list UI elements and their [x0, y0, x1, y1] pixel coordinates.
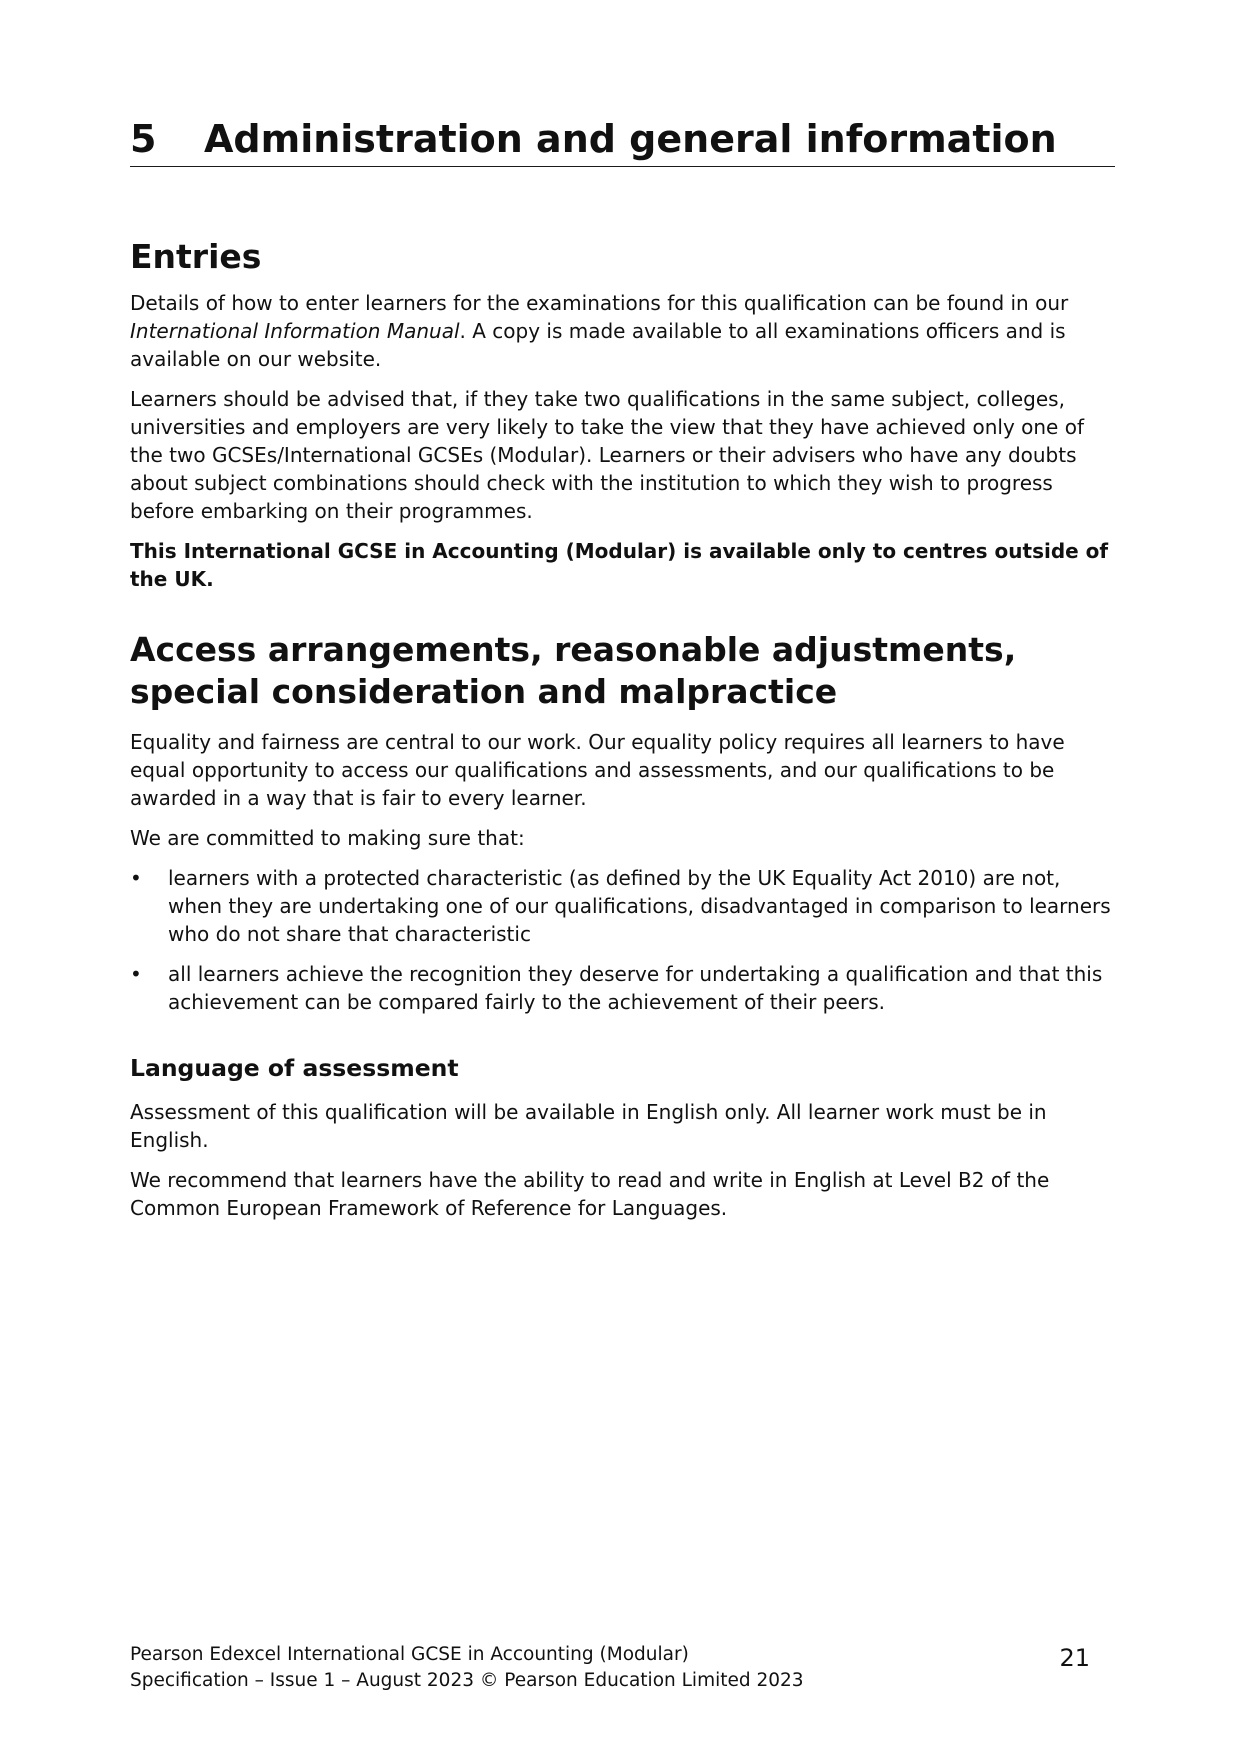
list-item-text: all learners achieve the recognition they deserve for undertaking a qualification and that this achievement can be compared fairly to the achievement of their peers. — [168, 961, 1103, 1014]
footer-line-2: Specification – Issue 1 – August 2023 © Pearson Education Limited 2023 — [130, 1670, 804, 1691]
access-paragraph-1: Equality and fairness are central to our work. Our equality policy requires all learners to have equal opportunity to access our qualifications and assessments, and our qualifications to be awarded in a way that is fair to every learner. — [130, 729, 1065, 810]
entries-paragraph-1-end: . A copy is made available to all examinations officers and is available on our website. — [130, 319, 1066, 372]
chapter-number: 5 — [130, 117, 157, 161]
list-item — [130, 864, 1115, 948]
list-item — [130, 960, 1115, 1016]
availability-note: This International GCSE in Accounting (Modular) is available only to centres outside of the UK. — [130, 539, 1109, 592]
footer — [130, 1642, 804, 1694]
document-page — [130, 0, 1115, 1754]
page-content — [130, 236, 1115, 1234]
entries-heading: Entries — [130, 237, 262, 276]
footer-line-1: Pearson Edexcel International GCSE in Accounting (Modular) — [130, 1644, 689, 1665]
bullet-icon: • — [130, 961, 142, 986]
bullet-icon: • — [130, 865, 142, 890]
access-heading: Access arrangements, reasonable adjustments, special consideration and malpractice — [130, 630, 1017, 711]
language-paragraph-1: Assessment of this qualification will be available in English only. All learner work must be in English. — [130, 1099, 1047, 1152]
list-item-text: learners with a protected characteristic (as defined by the UK Equality Act 2010) are not, when they are undertaking one of our qualifications, disadvantaged in comparison to learners who do not share that characteristic — [168, 865, 1111, 946]
language-heading: Language of assessment — [130, 1053, 459, 1082]
chapter-title: Administration and general information — [204, 117, 1057, 161]
commitments-list — [130, 864, 1115, 1016]
access-paragraph-2: We are committed to making sure that: — [130, 825, 525, 850]
entries-paragraph-1 — [130, 289, 1115, 373]
entries-paragraph-2: Learners should be advised that, if they take two qualifications in the same subject, colleges, universities and employers are very likely to take the view that they have achieved only one of the two GCSEs/International GCSEs (Modular). Learners or their advisers who have any doubts about subject combinations should check with the institution to which they wish to progress before embarking on their programmes. — [130, 387, 1084, 524]
manual-title: International Information Manual — [130, 319, 460, 344]
page-number: 21 — [1059, 1644, 1090, 1672]
entries-paragraph-1-start: Details of how to enter learners for the examinations for this qualification can be found in our — [130, 291, 1069, 316]
chapter-heading — [130, 118, 1115, 167]
language-paragraph-2: We recommend that learners have the ability to read and write in English at Level B2 of the Common European Framework of Reference for Languages. — [130, 1167, 1050, 1220]
